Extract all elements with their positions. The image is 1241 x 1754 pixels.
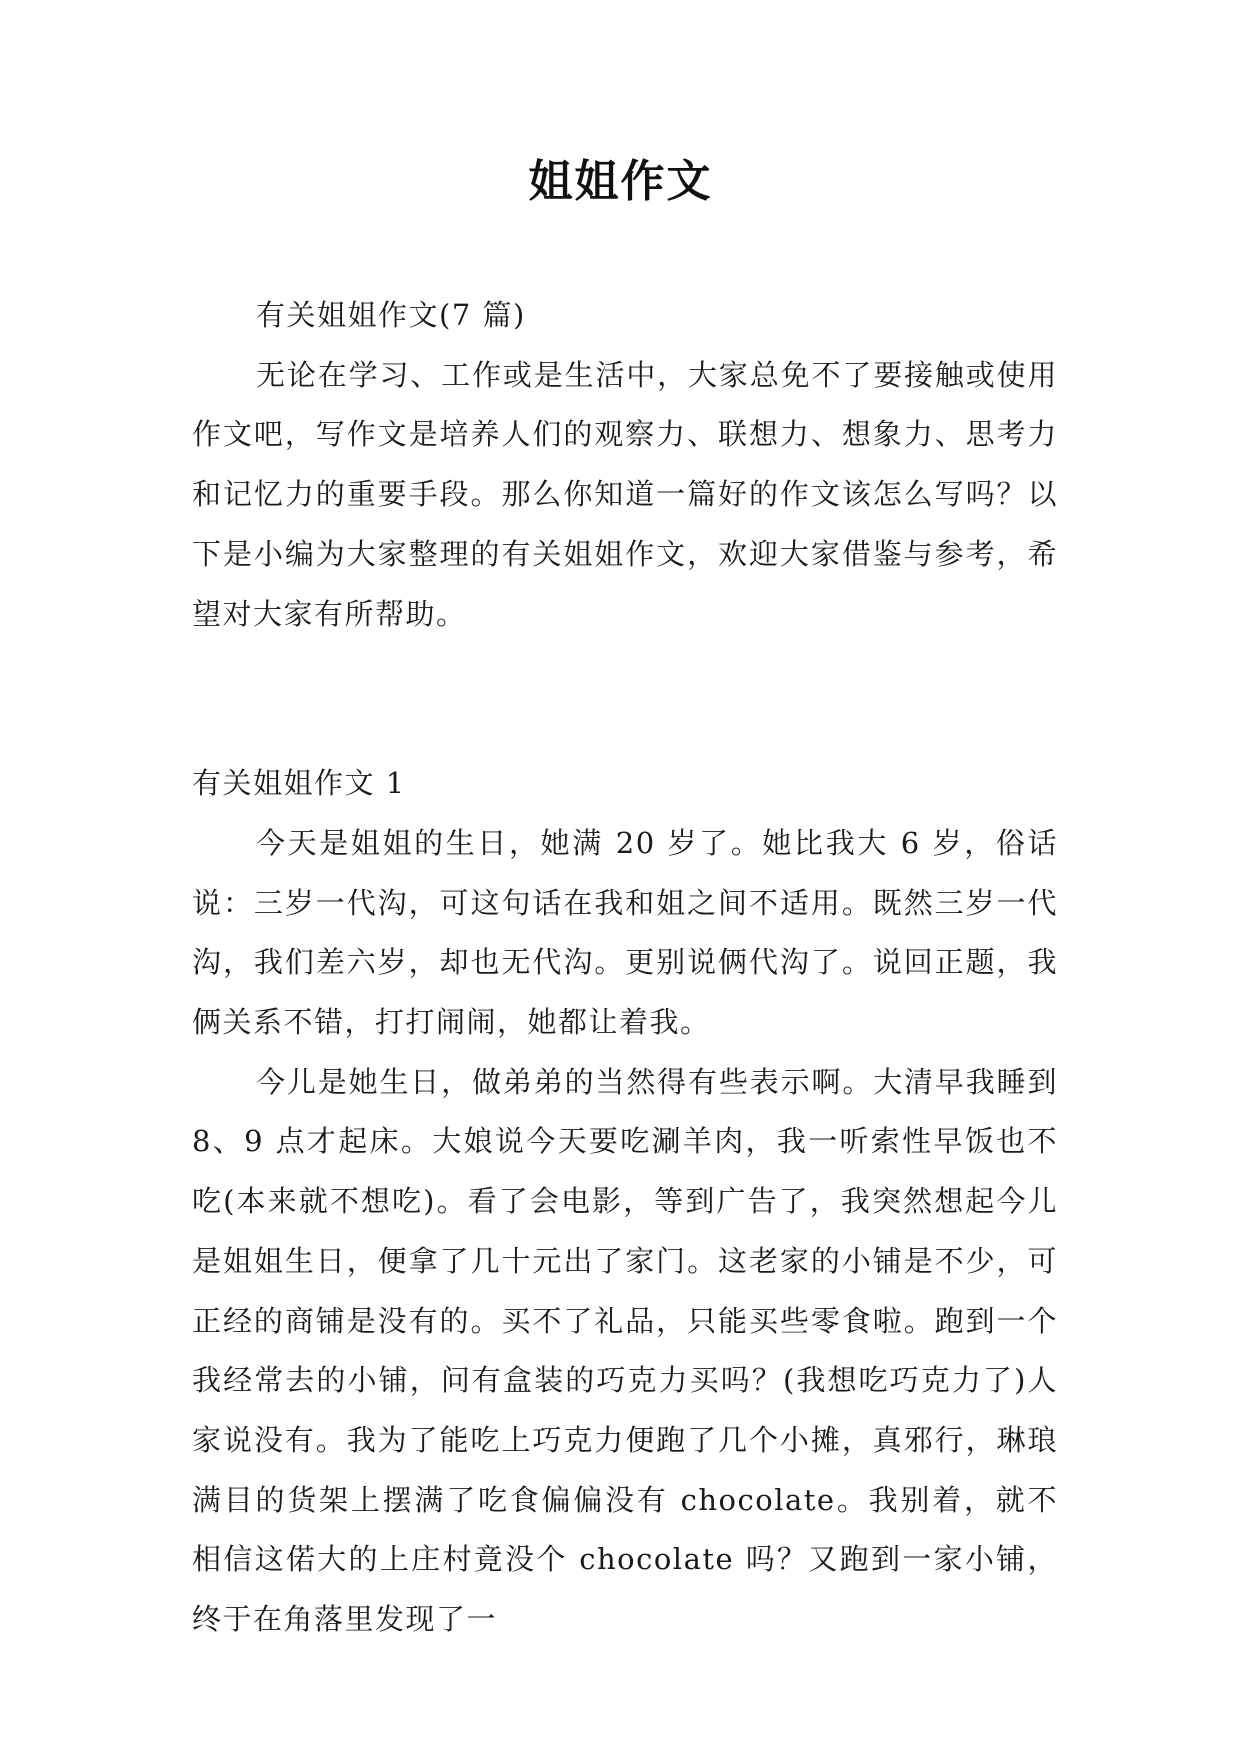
section-spacer bbox=[192, 644, 1058, 754]
document-title: 姐姐作文 bbox=[528, 156, 713, 207]
body-paragraph: 今天是姐姐的生日，她满 20 岁了。她比我大 6 岁，俗话说：三岁一代沟，可这句话在我和姐之间不适用。既然三岁一代沟，我们差六岁，却也无代沟。更别说俩代沟了。说回正题，我俩关系不错，打打闹闹，她都让着我。 bbox=[192, 825, 1058, 1040]
section-heading: 有关姐姐作文 1 bbox=[192, 766, 406, 801]
subtitle: 有关姐姐作文(7 篇) bbox=[256, 298, 526, 332]
body-paragraph: 今儿是她生日，做弟弟的当然得有些表示啊。大清早我睡到 8、9 点才起床。大娘说今天要吃涮羊肉，我一听索性早饭也不吃(本来就不想吃)。看了会电影，等到广告了，我突然想起今儿是姐姐生日，便拿了几十元出了家门。这老家的小铺是不少，可正经的商铺是没有的。买不了礼品，只能买些零食啦。跑到一个我经常去的小铺，问有盒装的巧克力买吗？(我想吃巧克力了)人家说没有。我为了能吃上巧克力便跑了几个小摊，真邪行，琳琅满目的货架上摆满了吃食偏偏没有 chocolate。我别着，就不相信这偌大的上庄村竟没个 chocolate 吗？又跑到一家小铺，终于在角落里发现了一 bbox=[192, 1064, 1058, 1637]
intro-paragraph: 无论在学习、工作或是生活中，大家总免不了要接触或使用作文吧，写作文是培养人们的观察力、联想力、想象力、思考力和记忆力的重要手段。那么你知道一篇好的作文该怎么写吗？以下是小编为大家整理的有关姐姐作文，欢迎大家借鉴与参考，希望对大家有所帮助。 bbox=[192, 357, 1058, 631]
document-body bbox=[192, 286, 1058, 1650]
